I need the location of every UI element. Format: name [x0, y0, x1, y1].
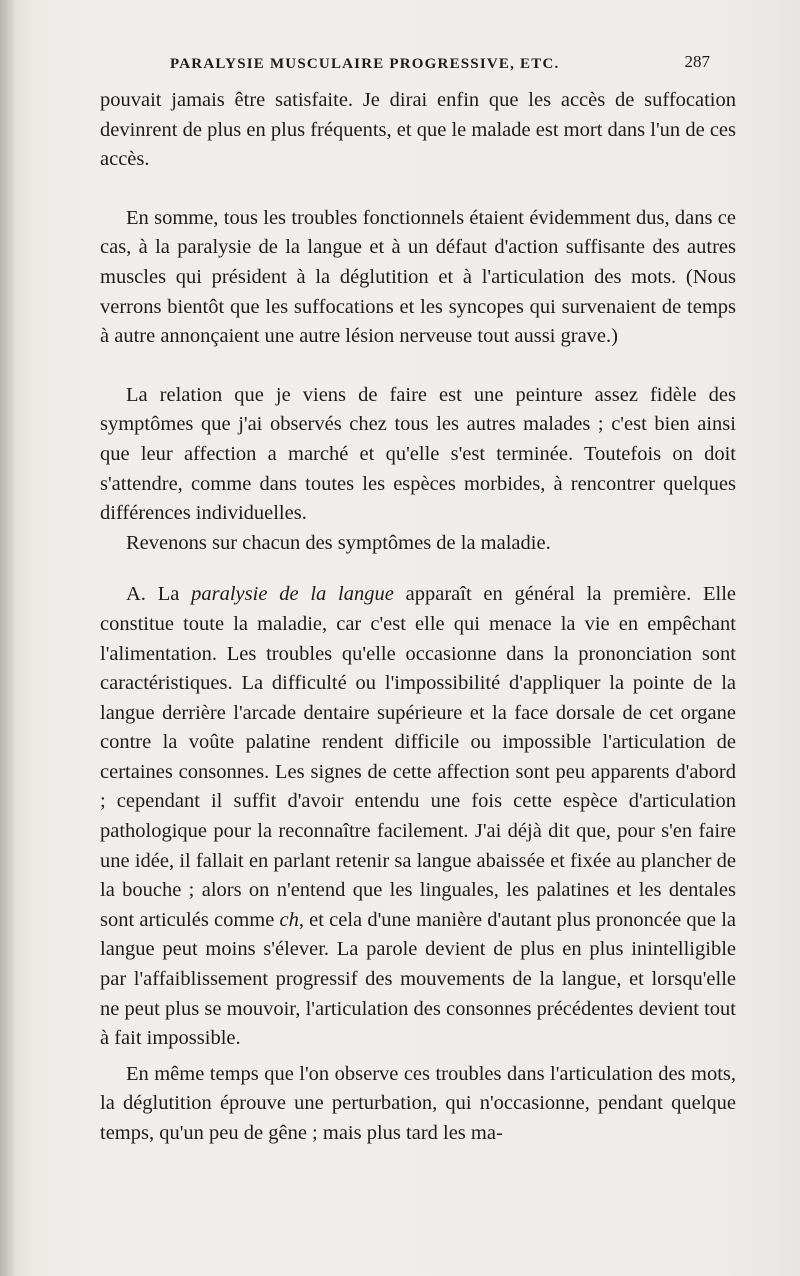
page-header	[170, 52, 710, 80]
paragraph	[100, 529, 736, 559]
running-title: PARALYSIE MUSCULAIRE PROGRESSIVE, ETC.	[170, 56, 560, 72]
section-lead: A. La	[126, 583, 192, 606]
paragraph	[100, 86, 736, 175]
paragraph-text: apparaît en général la première. Elle constitue toute la maladie, car c'est elle qui menace la vie en empêchant l'alimentation. Les troubles qu'elle occasionne dans la prononciation sont caractéristiques. La difficulté ou l'impossibilité d'appliquer la pointe de la langue derrière l'arcade dentaire supérieure et la face dorsale de cet organe contre la voûte palatine rendent difficile ou impossible l'articulation de certaines consonnes. Les signes de cette affection sont peu apparents d'abord ; cependant il suffit d'avoir entendu une fois cette espèce d'articulation pathologique pour la reconnaître facilement. J'ai déjà dit que, pour s'en faire une idée, il fallait en parlant retenir sa langue abaissée et fixée au plancher de la bouche ; alors on n'entend que les linguales, les palatines et les dentales sont articulés comme	[100, 583, 736, 931]
paragraph-text: pouvait jamais être satisfaite. Je dirai enfin que les accès de suffocation devinrent de plus en plus fréquents, et que le malade est mort dans l'un de ces accès.	[100, 89, 736, 171]
paragraph	[100, 381, 736, 529]
paragraph-text: En même temps que l'on observe ces troubles dans l'articulation des mots, la déglutition éprouve une perturbation, qui n'occasionne, pendant quelque temps, qu'un peu de gêne ; mais plus tard les ma-	[100, 1062, 736, 1144]
page-gutter	[0, 0, 14, 1276]
paragraph-text: , et cela d'une manière d'autant plus prononcée que la langue peut moins s'élever. La parole devient de plus en plus inintelligible par l'affaiblissement progressif des mouvements de la langue, et lorsqu'elle ne peut plus se mouvoir, l'articulation des consonnes précédentes devient tout à fait impossible.	[100, 908, 736, 1050]
emphasis: ch	[279, 908, 299, 931]
paragraph-text: La relation que je viens de faire est une peinture assez fidèle des symptômes que j'ai observés chez tous les autres malades ; c'est bien ainsi que leur affection a marché et qu'elle s'est terminée. Toutefois on doit s'attendre, comme dans toutes les espèces morbides, à rencontrer quelques différences individuelles.	[100, 383, 736, 525]
emphasis: paralysie de la langue	[191, 583, 394, 606]
page-number: 287	[684, 52, 710, 71]
bleed-through-text	[240, 1236, 760, 1256]
paragraph	[100, 204, 736, 352]
paragraph	[100, 580, 736, 1054]
paragraph-text: Revenons sur chacun des symptômes de la maladie.	[126, 531, 551, 554]
body-text	[100, 86, 736, 1149]
paragraph	[100, 1060, 736, 1149]
paragraph-text: En somme, tous les troubles fonctionnels étaient évidemment dus, dans ce cas, à la paralysie de la langue et à un défaut d'action suffisante des autres muscles qui président à la déglutition et à l'articulation des mots. (Nous verrons bientôt que les suffocations et les syncopes qui survenaient de temps à autre annonçaient une autre lésion nerveuse tout aussi grave.)	[100, 206, 736, 348]
